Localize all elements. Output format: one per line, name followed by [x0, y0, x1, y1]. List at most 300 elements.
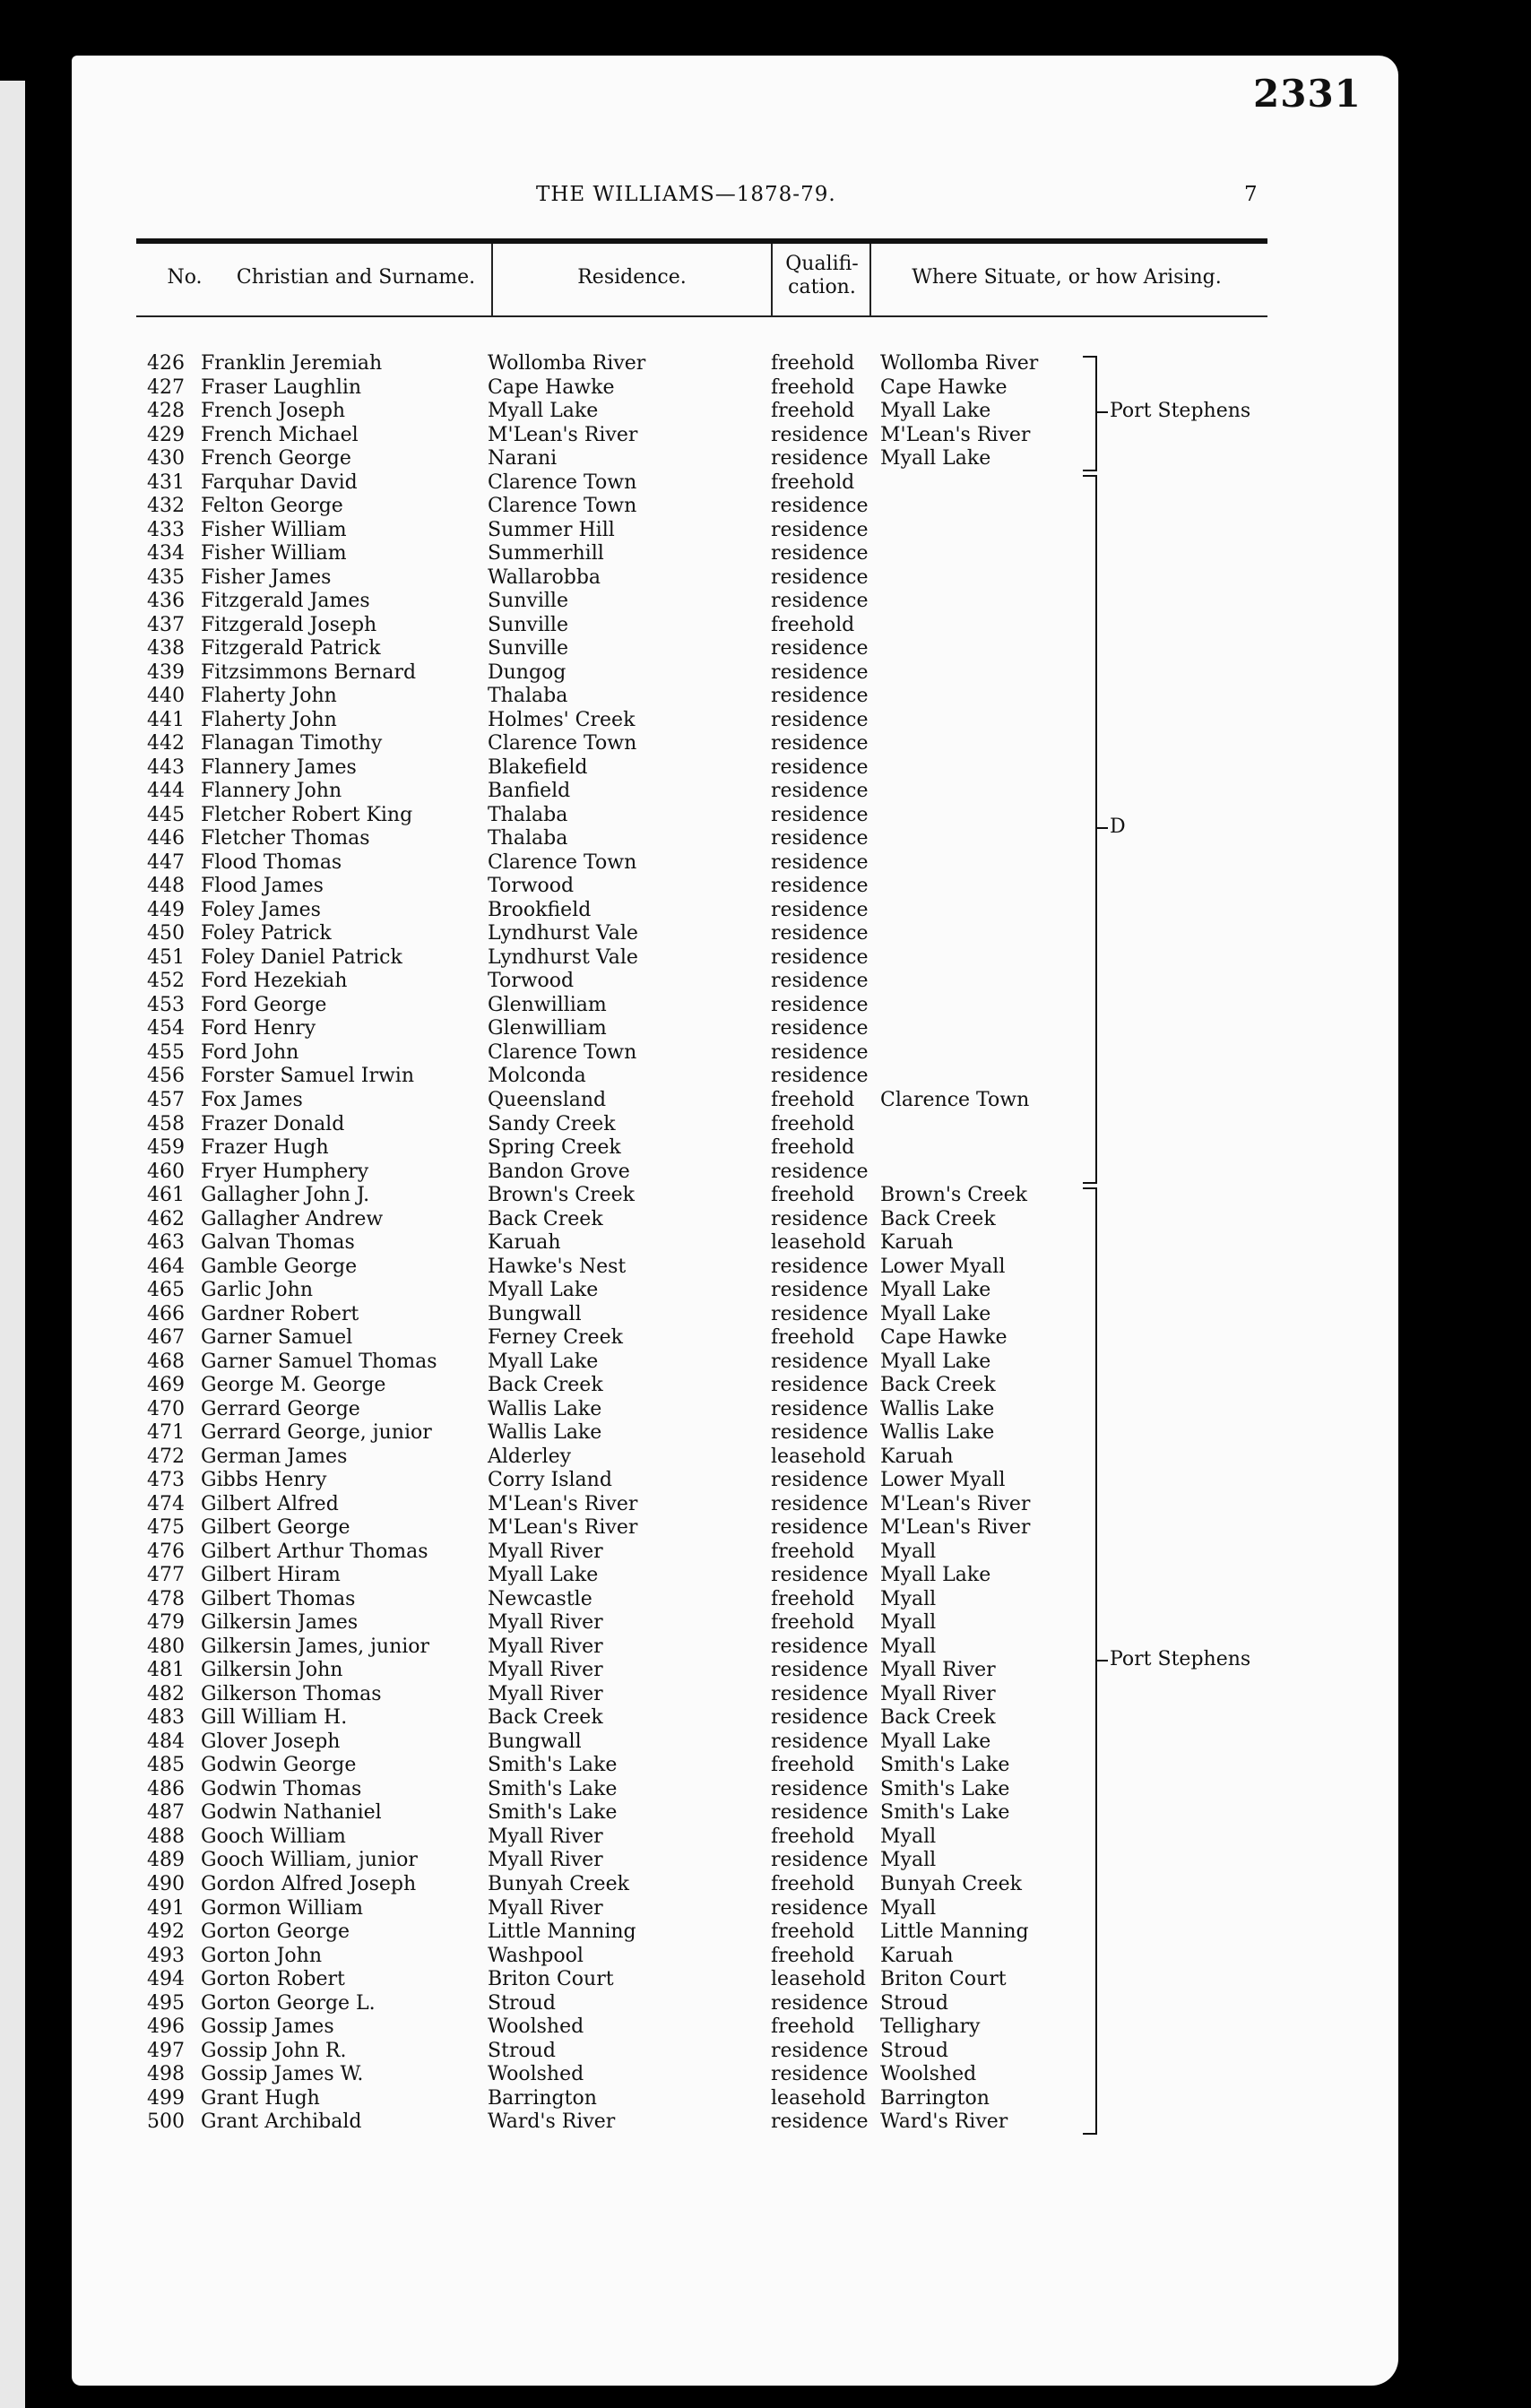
elector-name: Gilkersin James, junior [201, 1635, 430, 1658]
qualification-cell: leasehold [771, 1445, 867, 1468]
elector-name: Gerrard George [201, 1397, 360, 1420]
entry-number: 499 [147, 2086, 185, 2110]
qualification-cell: residence [771, 993, 869, 1016]
elector-name: Gilbert Arthur Thomas [201, 1540, 428, 1563]
elector-name: Gorton John [201, 1944, 322, 1967]
elector-name: Gilkersin James [201, 1611, 359, 1635]
entry-number: 463 [147, 1231, 185, 1255]
folio: 7 [1244, 183, 1258, 206]
qualification-cell: residence [771, 875, 869, 898]
running-title: THE WILLIAMS—1878-79. [536, 183, 836, 206]
residence-cell: Brookfield [488, 898, 592, 921]
qualification-cell: residence [771, 2110, 869, 2134]
table-row [0, 1303, 1531, 1327]
residence-cell: Myall River [488, 1682, 603, 1705]
brace-label: Port Stephens [1110, 1647, 1251, 1670]
residence-cell: Lyndhurst Vale [488, 922, 638, 945]
elector-name: Frazer Donald [201, 1112, 345, 1135]
table-row [0, 1326, 1531, 1351]
entry-number: 445 [147, 803, 185, 826]
qualification-cell: residence [771, 1849, 869, 1872]
entry-number: 441 [147, 708, 185, 731]
where-situate-cell: Myall [880, 1587, 937, 1610]
qualification-cell: residence [771, 1017, 869, 1040]
qualification-cell: freehold [771, 1184, 855, 1207]
residence-cell: Bandon Grove [488, 1160, 630, 1183]
table-row [0, 970, 1531, 994]
residence-cell: Sandy Creek [488, 1112, 616, 1135]
residence-cell: Thalaba [488, 803, 568, 826]
table-row [0, 1374, 1531, 1398]
qualification-cell: residence [771, 827, 869, 850]
residence-cell: Brown's Creek [488, 1184, 635, 1207]
elector-name: Gossip James [201, 2015, 334, 2039]
table-row [0, 2063, 1531, 2087]
where-situate-cell: Back Creek [880, 1374, 996, 1397]
elector-name: Fletcher Thomas [201, 827, 370, 850]
elector-name: Fitzgerald James [201, 590, 370, 613]
where-situate-cell: Back Creek [880, 1706, 996, 1730]
table-row [0, 2040, 1531, 2064]
elector-name: Fisher James [201, 565, 332, 589]
residence-cell: Wallis Lake [488, 1397, 602, 1420]
entry-number: 500 [147, 2110, 185, 2134]
where-situate-cell: Woolshed [880, 2063, 977, 2086]
residence-cell: Dungog [488, 660, 567, 684]
elector-name: George M. George [201, 1374, 386, 1397]
where-situate-cell: Little Manning [880, 1920, 1029, 1944]
table-row [0, 566, 1531, 591]
elector-name: Gordon Alfred Joseph [201, 1873, 417, 1895]
table-row [0, 1706, 1531, 1730]
residence-cell: Banfield [488, 780, 571, 803]
residence-cell: Hawke's Nest [488, 1255, 627, 1278]
residence-cell: Myall River [488, 1611, 603, 1635]
table-row [0, 1136, 1531, 1161]
qualification-cell: residence [771, 1207, 869, 1230]
elector-name: Galvan Thomas [201, 1231, 355, 1255]
elector-name: Gooch William [201, 1825, 346, 1848]
residence-cell: M'Lean's River [488, 1516, 638, 1540]
qualification-cell: residence [771, 1564, 869, 1587]
qualification-cell: residence [771, 1777, 869, 1800]
residence-cell: Newcastle [488, 1587, 593, 1610]
elector-name: Flanagan Timothy [201, 732, 383, 755]
elector-name: Gossip John R. [201, 2039, 347, 2062]
elector-name: Gorton Robert [201, 1968, 345, 1991]
entry-number: 483 [147, 1706, 185, 1730]
entry-number: 437 [147, 613, 185, 636]
where-situate-cell: Stroud [880, 2039, 948, 2062]
residence-cell: Molconda [488, 1065, 586, 1088]
qualification-cell: freehold [771, 1112, 855, 1135]
table-row [0, 1920, 1531, 1945]
table-row [0, 1945, 1531, 1969]
register-table [0, 352, 1531, 2135]
table-row [0, 1231, 1531, 1256]
qualification-cell: residence [771, 1991, 869, 2015]
table-row [0, 1588, 1531, 1612]
header-where: Where Situate, or how Arising. [912, 266, 1222, 289]
entry-number: 436 [147, 590, 185, 613]
elector-name: Flaherty John [201, 708, 337, 731]
qualification-cell: freehold [771, 1088, 855, 1111]
table-row [0, 495, 1531, 519]
elector-name: Ford Henry [201, 1017, 316, 1040]
qualification-cell: leasehold [771, 1231, 867, 1255]
entry-number: 446 [147, 827, 185, 850]
residence-cell: Clarence Town [488, 1040, 637, 1064]
qualification-cell: residence [771, 1682, 869, 1705]
qualification-cell: residence [771, 922, 869, 945]
elector-name: German James [201, 1445, 348, 1468]
entry-number: 481 [147, 1659, 185, 1682]
group-brace [1083, 356, 1097, 471]
residence-cell: Stroud [488, 1991, 556, 2015]
qualification-cell: freehold [771, 352, 855, 375]
residence-cell: Cape Hawke [488, 375, 615, 399]
residence-cell: Queensland [488, 1088, 607, 1111]
entry-number: 433 [147, 518, 185, 541]
residence-cell: Little Manning [488, 1920, 636, 1944]
qualification-cell: freehold [771, 400, 855, 423]
elector-name: Flannery James [201, 755, 357, 779]
table-row [0, 685, 1531, 709]
residence-cell: Wallis Lake [488, 1421, 602, 1445]
table-row [0, 614, 1531, 638]
table-row [0, 1256, 1531, 1280]
entry-number: 491 [147, 1896, 185, 1920]
where-situate-cell: Cape Hawke [880, 1326, 1008, 1350]
entry-number: 454 [147, 1017, 185, 1040]
entry-number: 442 [147, 732, 185, 755]
qualification-cell: residence [771, 2063, 869, 2086]
residence-cell: Woolshed [488, 2063, 584, 2086]
residence-cell: Glenwilliam [488, 1017, 607, 1040]
elector-name: Gossip James W. [201, 2063, 364, 2086]
residence-cell: Back Creek [488, 1706, 603, 1730]
qualification-cell: residence [771, 565, 869, 589]
qualification-cell: residence [771, 2039, 869, 2062]
elector-name: Farquhar David [201, 470, 358, 494]
entry-number: 492 [147, 1920, 185, 1944]
residence-cell: Narani [488, 447, 558, 470]
elector-name: Garlic John [201, 1279, 313, 1302]
elector-name: Flannery John [201, 780, 342, 803]
table-row [0, 1778, 1531, 1802]
elector-name: Grant Hugh [201, 2086, 320, 2110]
where-situate-cell: Clarence Town [880, 1088, 1030, 1111]
residence-cell: Clarence Town [488, 495, 637, 518]
where-situate-cell: Brown's Creek [880, 1184, 1027, 1207]
residence-cell: Myall River [488, 1825, 603, 1848]
residence-cell: Myall Lake [488, 400, 599, 423]
entry-number: 493 [147, 1944, 185, 1967]
table-row [0, 1398, 1531, 1422]
qualification-cell: freehold [771, 2015, 855, 2039]
table-row [0, 804, 1531, 828]
table-row [0, 1065, 1531, 1089]
qualification-cell: residence [771, 423, 869, 446]
elector-name: Godwin George [201, 1754, 357, 1777]
elector-name: Gerrard George, junior [201, 1421, 432, 1445]
qualification-cell: residence [771, 660, 869, 684]
qualification-cell: residence [771, 1896, 869, 1920]
table-row [0, 424, 1531, 448]
qualification-cell: freehold [771, 470, 855, 494]
table-row [0, 994, 1531, 1018]
qualification-cell: leasehold [771, 1968, 867, 1991]
entry-number: 426 [147, 352, 185, 375]
residence-cell: Thalaba [488, 685, 568, 708]
entry-number: 462 [147, 1207, 185, 1230]
elector-name: Flood James [201, 875, 324, 898]
residence-cell: Thalaba [488, 827, 568, 850]
elector-name: French George [201, 447, 351, 470]
where-situate-cell: Myall Lake [880, 1302, 991, 1325]
where-situate-cell: Back Creek [880, 1207, 996, 1230]
residence-cell: Corry Island [488, 1469, 612, 1492]
residence-cell: Myall River [488, 1540, 603, 1563]
qualification-cell: residence [771, 1730, 869, 1753]
table-row [0, 875, 1531, 899]
entry-number: 476 [147, 1540, 185, 1563]
entry-number: 447 [147, 850, 185, 874]
table-row [0, 471, 1531, 496]
table-row [0, 1849, 1531, 1873]
table-row [0, 1730, 1531, 1755]
table-row [0, 780, 1531, 804]
elector-name: Frazer Hugh [201, 1136, 329, 1160]
qualification-cell: residence [771, 1516, 869, 1540]
qualification-cell: residence [771, 1469, 869, 1492]
where-situate-cell: Karuah [880, 1944, 954, 1967]
qualification-cell: residence [771, 685, 869, 708]
elector-name: Flaherty John [201, 685, 337, 708]
residence-cell: Briton Court [488, 1968, 614, 1991]
where-situate-cell: Karuah [880, 1445, 954, 1468]
table-row [0, 1611, 1531, 1636]
table-row [0, 1017, 1531, 1041]
entry-number: 464 [147, 1255, 185, 1278]
qualification-cell: residence [771, 1492, 869, 1515]
qualification-cell: freehold [771, 1754, 855, 1777]
header-residence: Residence. [577, 266, 687, 289]
where-situate-cell: Lower Myall [880, 1255, 1006, 1278]
entry-number: 439 [147, 660, 185, 684]
where-situate-cell: Wollomba River [880, 352, 1039, 375]
elector-name: Gallagher Andrew [201, 1207, 384, 1230]
residence-cell: Smith's Lake [488, 1801, 618, 1825]
residence-cell: Myall Lake [488, 1564, 599, 1587]
residence-cell: Back Creek [488, 1374, 603, 1397]
page-number: 2331 [1253, 72, 1362, 116]
qualification-cell: residence [771, 970, 869, 993]
entry-number: 461 [147, 1184, 185, 1207]
entry-number: 477 [147, 1564, 185, 1587]
table-row [0, 661, 1531, 686]
where-situate-cell: Myall Lake [880, 1350, 991, 1373]
elector-name: Fisher William [201, 518, 347, 541]
entry-number: 460 [147, 1160, 185, 1183]
qualification-cell: residence [771, 945, 869, 969]
elector-name: Gorton George [201, 1920, 350, 1944]
entry-number: 465 [147, 1279, 185, 1302]
entry-number: 482 [147, 1682, 185, 1705]
table-row [0, 1351, 1531, 1375]
entry-number: 458 [147, 1112, 185, 1135]
elector-name: Gilbert George [201, 1516, 350, 1540]
elector-name: Foley James [201, 898, 321, 921]
entry-number: 494 [147, 1968, 185, 1991]
table-row [0, 922, 1531, 946]
qualification-cell: freehold [771, 1611, 855, 1635]
elector-name: Gormon William [201, 1896, 363, 1920]
qualification-cell: residence [771, 1706, 869, 1730]
where-situate-cell: Wallis Lake [880, 1397, 995, 1420]
entry-number: 459 [147, 1136, 185, 1160]
qualification-cell: residence [771, 780, 869, 803]
entry-number: 452 [147, 970, 185, 993]
table-row [0, 1516, 1531, 1541]
residence-cell: Spring Creek [488, 1136, 621, 1160]
elector-name: Gamble George [201, 1255, 358, 1278]
elector-name: Ford George [201, 993, 327, 1016]
elector-name: Godwin Thomas [201, 1777, 362, 1800]
table-row [0, 1801, 1531, 1825]
elector-name: Gilbert Thomas [201, 1587, 356, 1610]
residence-cell: Stroud [488, 2039, 556, 2062]
entry-number: 488 [147, 1825, 185, 1848]
elector-name: Gibbs Henry [201, 1469, 327, 1492]
residence-cell: Bungwall [488, 1730, 582, 1753]
elector-name: Fox James [201, 1088, 303, 1111]
elector-name: Ford Hezekiah [201, 970, 348, 993]
table-row [0, 637, 1531, 661]
table-row [0, 590, 1531, 614]
elector-name: Glover Joseph [201, 1730, 341, 1753]
qualification-cell: freehold [771, 1873, 855, 1895]
entry-number: 456 [147, 1065, 185, 1088]
brace-point [1097, 1660, 1108, 1661]
residence-cell: Sunville [488, 613, 568, 636]
header-qualification: Qualifi- cation. [785, 253, 859, 298]
elector-name: Ford John [201, 1040, 299, 1064]
header-no: No. [167, 266, 203, 289]
residence-cell: Clarence Town [488, 850, 637, 874]
residence-cell: Ward's River [488, 2110, 616, 2134]
where-situate-cell: Myall Lake [880, 447, 991, 470]
qualification-cell: freehold [771, 1825, 855, 1848]
table-row [0, 519, 1531, 543]
qualification-cell: freehold [771, 1920, 855, 1944]
residence-cell: Myall River [488, 1659, 603, 1682]
elector-name: Fryer Humphery [201, 1160, 369, 1183]
group-brace [1083, 475, 1097, 1185]
brace-point [1097, 411, 1108, 413]
table-row [0, 1992, 1531, 2016]
elector-name: Fisher William [201, 542, 347, 565]
elector-name: Gardner Robert [201, 1302, 359, 1325]
elector-name: Grant Archibald [201, 2110, 362, 2134]
where-situate-cell: Smith's Lake [880, 1754, 1010, 1777]
table-row [0, 1897, 1531, 1921]
elector-name: Foley Daniel Patrick [201, 945, 402, 969]
qualification-cell: freehold [771, 1326, 855, 1350]
table-row [0, 447, 1531, 471]
elector-name: Gallagher John J. [201, 1184, 370, 1207]
elector-name: Forster Samuel Irwin [201, 1065, 414, 1088]
elector-name: Gill William H. [201, 1706, 348, 1730]
header-name: Christian and Surname. [236, 266, 476, 289]
entry-number: 438 [147, 637, 185, 660]
entry-number: 486 [147, 1777, 185, 1800]
where-situate-cell: Smith's Lake [880, 1801, 1010, 1825]
entry-number: 484 [147, 1730, 185, 1753]
where-situate-cell: Myall Lake [880, 1564, 991, 1587]
entry-number: 473 [147, 1469, 185, 1492]
where-situate-cell: Myall [880, 1896, 937, 1920]
entry-number: 495 [147, 1991, 185, 2015]
entry-number: 451 [147, 945, 185, 969]
entry-number: 467 [147, 1326, 185, 1350]
group-brace [1083, 1187, 1097, 2135]
qualification-cell: residence [771, 732, 869, 755]
entry-number: 480 [147, 1635, 185, 1658]
entry-number: 429 [147, 423, 185, 446]
qualification-cell: residence [771, 898, 869, 921]
entry-number: 472 [147, 1445, 185, 1468]
table-row [0, 352, 1531, 376]
qualification-cell: residence [771, 1279, 869, 1302]
column-divider [491, 244, 493, 315]
table-row [0, 1161, 1531, 1185]
residence-cell: Sunville [488, 637, 568, 660]
residence-cell: Ferney Creek [488, 1326, 623, 1350]
table-row [0, 1636, 1531, 1660]
qualification-cell: residence [771, 495, 869, 518]
table-row [0, 1184, 1531, 1208]
where-situate-cell: Smith's Lake [880, 1777, 1010, 1800]
where-situate-cell: Stroud [880, 1991, 948, 2015]
table-row [0, 1446, 1531, 1470]
residence-cell: Myall Lake [488, 1350, 599, 1373]
qualification-cell: residence [771, 1635, 869, 1658]
entry-number: 431 [147, 470, 185, 494]
entry-number: 497 [147, 2039, 185, 2062]
where-situate-cell: Tellighary [880, 2015, 981, 2039]
residence-cell: Bunyah Creek [488, 1873, 629, 1895]
entry-number: 485 [147, 1754, 185, 1777]
entry-number: 478 [147, 1587, 185, 1610]
residence-cell: Bungwall [488, 1302, 582, 1325]
brace-point [1097, 827, 1108, 829]
entry-number: 432 [147, 495, 185, 518]
residence-cell: Back Creek [488, 1207, 603, 1230]
elector-name: French Michael [201, 423, 359, 446]
where-situate-cell: Myall [880, 1611, 937, 1635]
entry-number: 487 [147, 1801, 185, 1825]
entry-number: 489 [147, 1849, 185, 1872]
qualification-cell: residence [771, 1302, 869, 1325]
where-situate-cell: Myall [880, 1849, 937, 1872]
residence-cell: Woolshed [488, 2015, 584, 2039]
residence-cell: Clarence Town [488, 470, 637, 494]
entry-number: 434 [147, 542, 185, 565]
entry-number: 475 [147, 1516, 185, 1540]
table-row [0, 709, 1531, 733]
table-row [0, 400, 1531, 424]
